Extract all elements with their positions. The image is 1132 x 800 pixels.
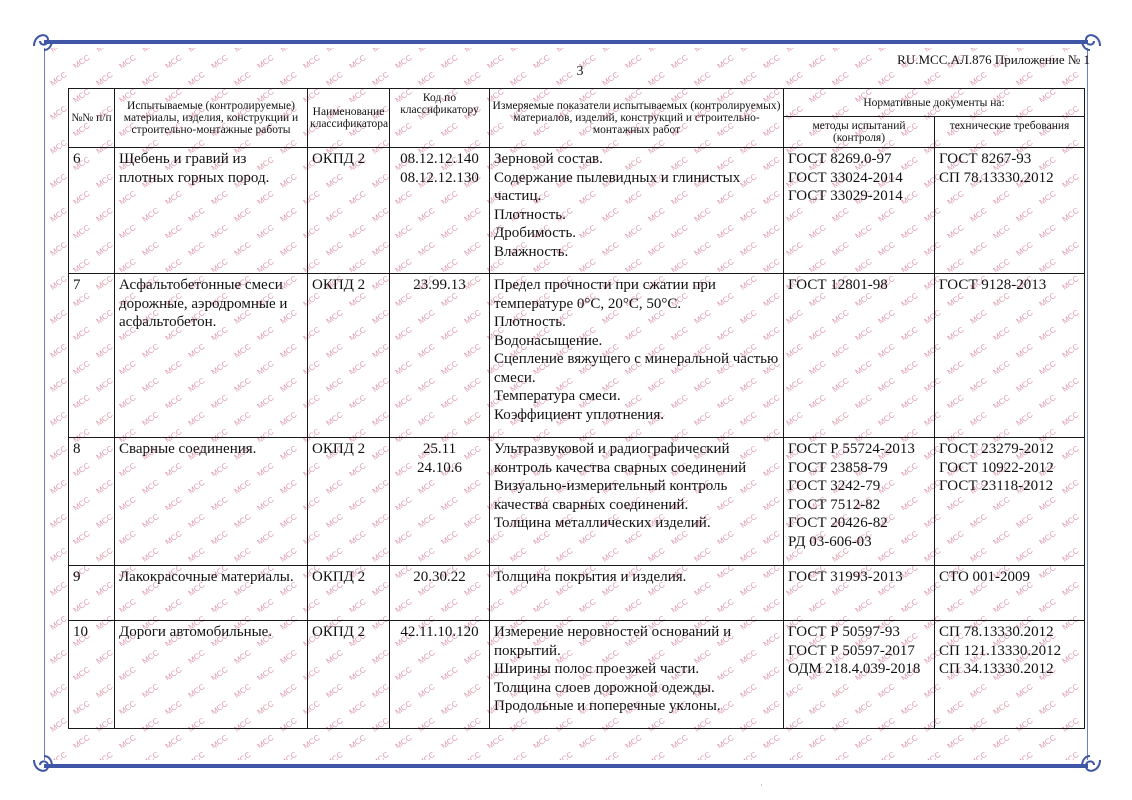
method-entry: ГОСТ 33029-2014 (788, 188, 903, 204)
row-classifier-cell: ОКПД 2 (308, 274, 390, 438)
method-entry: ГОСТ Р 50597-2017 (788, 642, 915, 659)
requirement-entry: СП 34.13330.2012 (939, 661, 1054, 677)
header-indicators: Измеряемые показатели испытываемых (контролируемых) материалов, изделий, конструкций и строительно-монтажных работ (490, 89, 784, 148)
indicator-entry: Плотность. (494, 206, 566, 223)
indicator-entry: Температура смеси. (494, 388, 621, 404)
indicator-entry: Толщина металлических изделий. (494, 515, 711, 531)
requirement-entry: ГОСТ 9128-2013 (939, 277, 1047, 293)
row-material-cell: Щебень и гравий из плотных горных пород. (115, 148, 308, 274)
table-row (69, 148, 1085, 274)
table-row (69, 274, 1085, 438)
row-classifier-cell: ОКПД 2 (308, 438, 390, 566)
requirement-entry: СП 121.13330.2012 (939, 642, 1062, 659)
frame-bottom-border (44, 764, 1088, 768)
table-row (69, 566, 1085, 621)
row-code-cell (390, 274, 490, 438)
row-code-cell (390, 148, 490, 274)
indicator-entry: Водонасыщение. (494, 332, 603, 349)
accreditation-scope-table (68, 88, 1085, 729)
row-number-cell: 10 (69, 621, 115, 729)
row-requirements-cell (935, 438, 1085, 566)
header-tech-requirements: технические требования (935, 117, 1085, 148)
code-entry: 24.10.6 (417, 459, 462, 476)
row-indicators-cell (490, 621, 784, 729)
row-methods-cell (784, 566, 935, 621)
requirement-entry: ГОСТ 23118-2012 (939, 478, 1054, 494)
row-code-cell (390, 566, 490, 621)
requirement-entry: СП 78.13330.2012 (939, 624, 1054, 640)
row-requirements-cell (935, 274, 1085, 438)
table-row (69, 621, 1085, 729)
row-classifier-cell: ОКПД 2 (308, 566, 390, 621)
requirement-entry: СП 78.13330.2012 (939, 169, 1054, 186)
scan-mark: · (760, 780, 763, 790)
ornament-corner-icon (1078, 28, 1104, 54)
code-entry: 23.99.13 (413, 277, 466, 293)
row-indicators-cell (490, 438, 784, 566)
row-indicators-cell (490, 566, 784, 621)
indicator-entry: Ультразвуковой и радиографический контроль качества сварных соединений (494, 441, 747, 476)
row-indicators-cell (490, 148, 784, 274)
method-entry: ГОСТ 31993-2013 (788, 569, 903, 585)
method-entry: ГОСТ 23858-79 (788, 459, 888, 476)
code-entry: 08.12.12.140 (400, 151, 479, 167)
indicator-entry: Предел прочности при сжатии при температуре 0°С, 20°С, 50°С. (494, 277, 716, 312)
row-requirements-cell (935, 621, 1085, 729)
indicator-entry: Содержание пылевидных и глинистых частиц. (494, 169, 741, 204)
code-entry: 42.11.10.120 (400, 624, 479, 640)
row-material-cell: Дороги автомобильные. (115, 621, 308, 729)
row-code-cell (390, 438, 490, 566)
row-methods-cell (784, 438, 935, 566)
frame-left-border (44, 48, 45, 760)
indicator-entry: Измерение неровностей оснований и покрытий. (494, 624, 732, 659)
row-material-cell: Лакокрасочные материалы. (115, 566, 308, 621)
row-requirements-cell (935, 148, 1085, 274)
indicator-entry: Сцепление вяжущего с минеральной частью смеси. (494, 351, 779, 386)
method-entry: ГОСТ 7512-82 (788, 496, 881, 513)
header-number: №№ п/п (69, 89, 115, 148)
indicator-entry: Продольные и поперечные уклоны. (494, 698, 721, 714)
code-entry: 20.30.22 (413, 569, 466, 585)
requirement-entry: СТО 001-2009 (939, 569, 1031, 585)
row-material-cell: Асфальтобетонные смеси дорожные, аэродромные и асфальтобетон. (115, 274, 308, 438)
row-methods-cell (784, 148, 935, 274)
row-code-cell (390, 621, 490, 729)
row-number-cell: 7 (69, 274, 115, 438)
ornament-corner-icon (1078, 752, 1104, 778)
method-entry: ГОСТ 33024-2014 (788, 169, 903, 186)
header-classifier-code: Код по классификатору (390, 89, 490, 148)
header-norm-docs: Нормативные документы на: (784, 89, 1085, 117)
method-entry: ГОСТ 3242-79 (788, 478, 881, 494)
method-entry: РД 03-606-03 (788, 533, 872, 550)
indicator-entry: Коэффициент уплотнения. (494, 406, 664, 423)
method-entry: ГОСТ 12801-98 (788, 277, 888, 293)
indicator-entry: Толщина слоев дорожной одежды. (494, 679, 715, 696)
indicator-entry: Дробимость. (494, 225, 577, 241)
header-materials: Испытываемые (контролируемые) материалы, изделия, конструкции и строительно-монтажные работы (115, 89, 308, 148)
row-requirements-cell (935, 566, 1085, 621)
code-entry: 08.12.12.130 (400, 169, 479, 186)
row-classifier-cell: ОКПД 2 (308, 621, 390, 729)
row-indicators-cell (490, 274, 784, 438)
indicator-entry: Влажность. (494, 243, 569, 260)
row-methods-cell (784, 274, 935, 438)
indicator-entry: Ширины полос проезжей части. (494, 661, 700, 677)
method-entry: ГОСТ 20426-82 (788, 515, 888, 531)
row-classifier-cell: ОКПД 2 (308, 148, 390, 274)
row-methods-cell (784, 621, 935, 729)
header-classifier-name: Наименование классификатора (308, 89, 390, 148)
page-number: 3 (576, 64, 584, 79)
indicator-entry: Визуально-измерительный контроль качества сварных соединений. (494, 478, 728, 513)
indicator-entry: Плотность. (494, 314, 566, 330)
requirement-entry: ГОСТ 10922-2012 (939, 459, 1054, 476)
method-entry: ГОСТ Р 50597-93 (788, 624, 900, 640)
method-entry: ГОСТ Р 55724-2013 (788, 441, 915, 457)
frame-top-border (44, 40, 1088, 44)
method-entry: ГОСТ 8269.0-97 (788, 151, 892, 167)
ornament-corner-icon (30, 28, 56, 54)
header-test-methods: методы испытаний (контроля) (784, 117, 935, 148)
table-row (69, 438, 1085, 566)
requirement-entry: ГОСТ 8267-93 (939, 151, 1032, 167)
row-material-cell: Сварные соединения. (115, 438, 308, 566)
row-number-cell: 9 (69, 566, 115, 621)
indicator-entry: Зерновой состав. (494, 151, 603, 167)
code-entry: 25.11 (422, 441, 457, 457)
indicator-entry: Толщина покрытия и изделия. (494, 569, 687, 585)
document-reference: RU.MCC.АЛ.876 Приложение № 1 (897, 52, 1090, 67)
requirement-entry: ГОСТ 23279-2012 (939, 441, 1054, 457)
frame-right-border (1087, 48, 1088, 760)
row-number-cell: 8 (69, 438, 115, 566)
ornament-corner-icon (30, 752, 56, 778)
method-entry: ОДМ 218.4.039-2018 (788, 661, 921, 677)
row-number-cell: 6 (69, 148, 115, 274)
